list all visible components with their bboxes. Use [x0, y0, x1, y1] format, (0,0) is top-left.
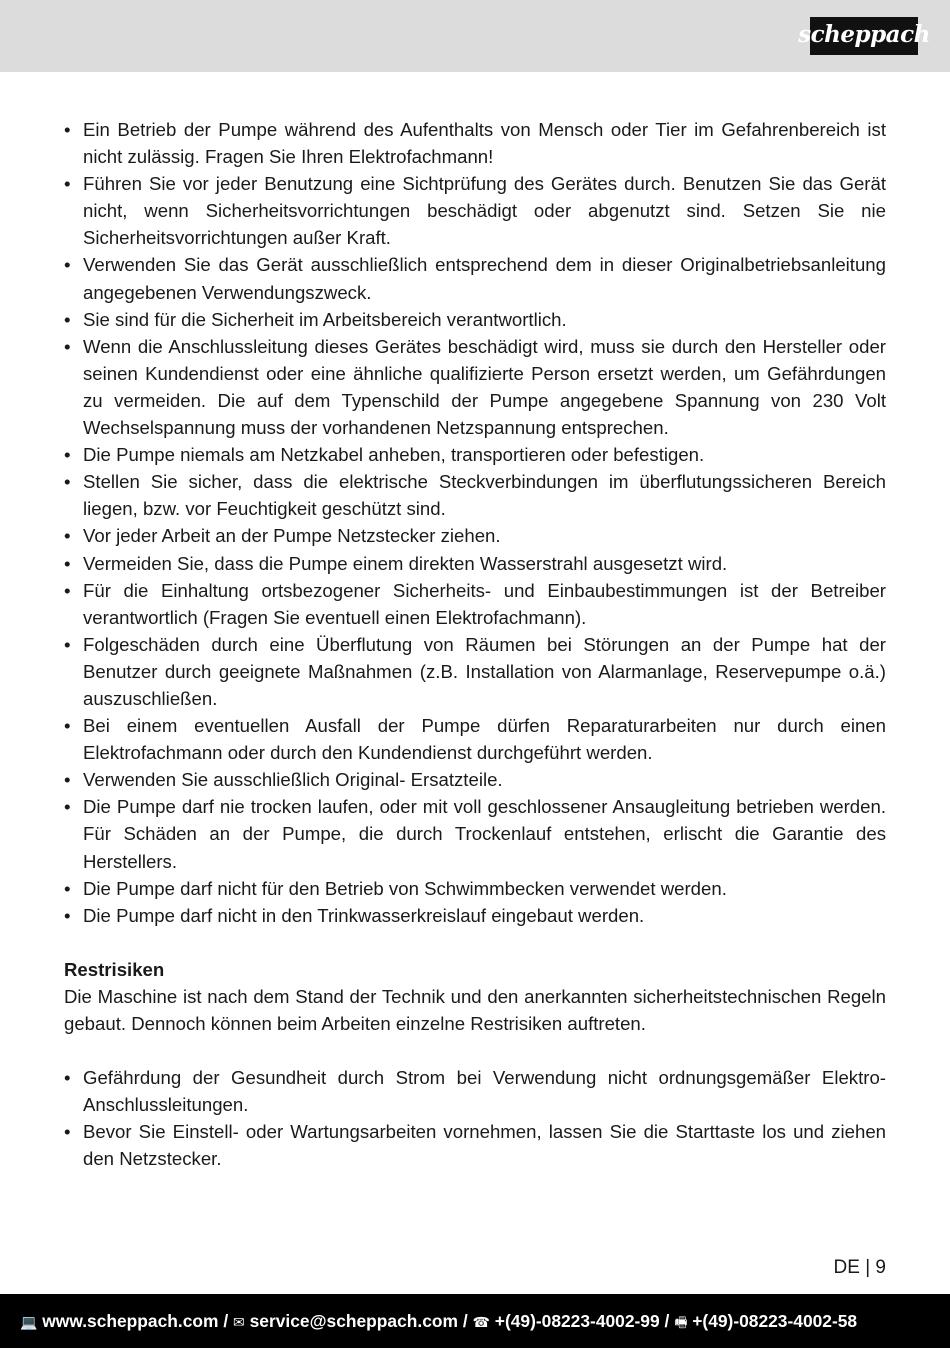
residual-risk-list [64, 1064, 886, 1172]
section-intro: Die Maschine ist nach dem Stand der Technik und den anerkannten sicherheitstechnischen Regeln gebaut. Dennoch können beim Arbeiten einzelne Restrisiken auftreten. [64, 985, 886, 1034]
list-item: • Bei einem eventuellen Ausfall der Pumpe dürfen Reparaturarbeiten nur durch einen Elektrofachmann oder durch den Kundendienst durchgeführt werden. [64, 712, 886, 766]
telephone-icon: ☎ [472, 1315, 490, 1331]
list-item: • Stellen Sie sicher, dass die elektrische Steckverbindungen im überflutungssicheren Bereich liegen, bzw. vor Feuchtigkeit geschützt sind. [64, 468, 886, 522]
fax-number: +(49)-08223-4002-58 [692, 1311, 858, 1331]
list-item: • Führen Sie vor jeder Benutzung eine Sichtprüfung des Gerätes durch. Benutzen Sie das Gerät nicht, wenn Sicherheitsvorrichtungen beschädigt oder abgenutzt sind. Setzen Sie nie Sicherheitsvorrichtungen außer Kraft. [64, 170, 886, 251]
list-item: • Die Pumpe darf nie trocken laufen, oder mit voll geschlossener Ansaugleitung betrieben werden. Für Schäden an der Pumpe, die durch Trockenlauf entstehen, erlischt die Garantie des Herstellers. [64, 793, 886, 874]
phone-number: +(49)-08223-4002-99 [494, 1311, 660, 1331]
list-item: • Vermeiden Sie, dass die Pumpe einem direkten Wasserstrahl ausgesetzt wird. [64, 550, 886, 577]
website-link[interactable]: www.scheppach.com [42, 1311, 219, 1331]
separator: / [462, 1311, 468, 1331]
section-heading-restrisiken: Restrisiken [64, 958, 165, 980]
list-item: • Verwenden Sie das Gerät ausschließlich entsprechend dem in dieser Originalbetriebsanleitung angegebenen Verwendungszweck. [64, 251, 886, 305]
fax-icon: 🖷 [674, 1315, 688, 1331]
computer-icon: 💻 [20, 1315, 38, 1331]
email-link[interactable]: service@scheppach.com [249, 1311, 458, 1331]
list-item: • Bevor Sie Einstell- oder Wartungsarbeiten vornehmen, lassen Sie die Starttaste los und ziehen den Netzstecker. [64, 1118, 886, 1172]
list-item: • Vor jeder Arbeit an der Pumpe Netzstecker ziehen. [64, 522, 886, 549]
envelope-icon: ✉ [233, 1315, 245, 1331]
list-item: • Gefährdung der Gesundheit durch Strom bei Verwendung nicht ordnungsgemäßer Elektro-Anschlussleitungen. [64, 1064, 886, 1118]
header-band [0, 0, 950, 72]
list-item: • Die Pumpe niemals am Netzkabel anheben, transportieren oder befestigen. [64, 441, 886, 468]
page-number: DE | 9 [833, 1257, 886, 1278]
list-item: • Die Pumpe darf nicht in den Trinkwasserkreislauf eingebaut werden. [64, 902, 886, 929]
list-item: • Für die Einhaltung ortsbezogener Sicherheits- und Einbaubestimmungen ist der Betreiber verantwortlich (Fragen Sie eventuell einen Elektrofachmann). [64, 577, 886, 631]
spacer [64, 1037, 886, 1064]
list-item: • Ein Betrieb der Pumpe während des Aufenthalts von Mensch oder Tier im Gefahrenbereich ist nicht zulässig. Fragen Sie Ihren Elektrofachmann! [64, 116, 886, 170]
list-item: • Wenn die Anschlussleitung dieses Gerätes beschädigt wird, muss sie durch den Hersteller oder seinen Kundendienst oder eine ähnliche qualifizierte Person ersetzt werden, um Gefährdungen zu vermeiden. Die auf dem Typenschild der Pumpe angegebene Spannung von 230 Volt Wechselspannung muss der vorhandenen Netzspannung entsprechen. [64, 333, 886, 441]
safety-bullet-list [64, 116, 886, 929]
list-item: • Sie sind für die Sicherheit im Arbeitsbereich verantwortlich. [64, 306, 886, 333]
list-item: • Verwenden Sie ausschließlich Original- Ersatzteile. [64, 766, 886, 793]
spacer [64, 929, 886, 956]
scheppach-logo: scheppach [810, 17, 918, 55]
separator: / [664, 1311, 670, 1331]
page-content [64, 116, 886, 1172]
list-item: • Die Pumpe darf nicht für den Betrieb von Schwimmbecken verwendet werden. [64, 875, 886, 902]
footer-bar [0, 1294, 950, 1348]
list-item: • Folgeschäden durch eine Überflutung von Räumen bei Störungen an der Pumpe hat der Benutzer durch geeignete Maßnahmen (z.B. Installation von Alarmanlage, Reservepumpe o.ä.) auszuschließen. [64, 631, 886, 712]
separator: / [223, 1311, 229, 1331]
